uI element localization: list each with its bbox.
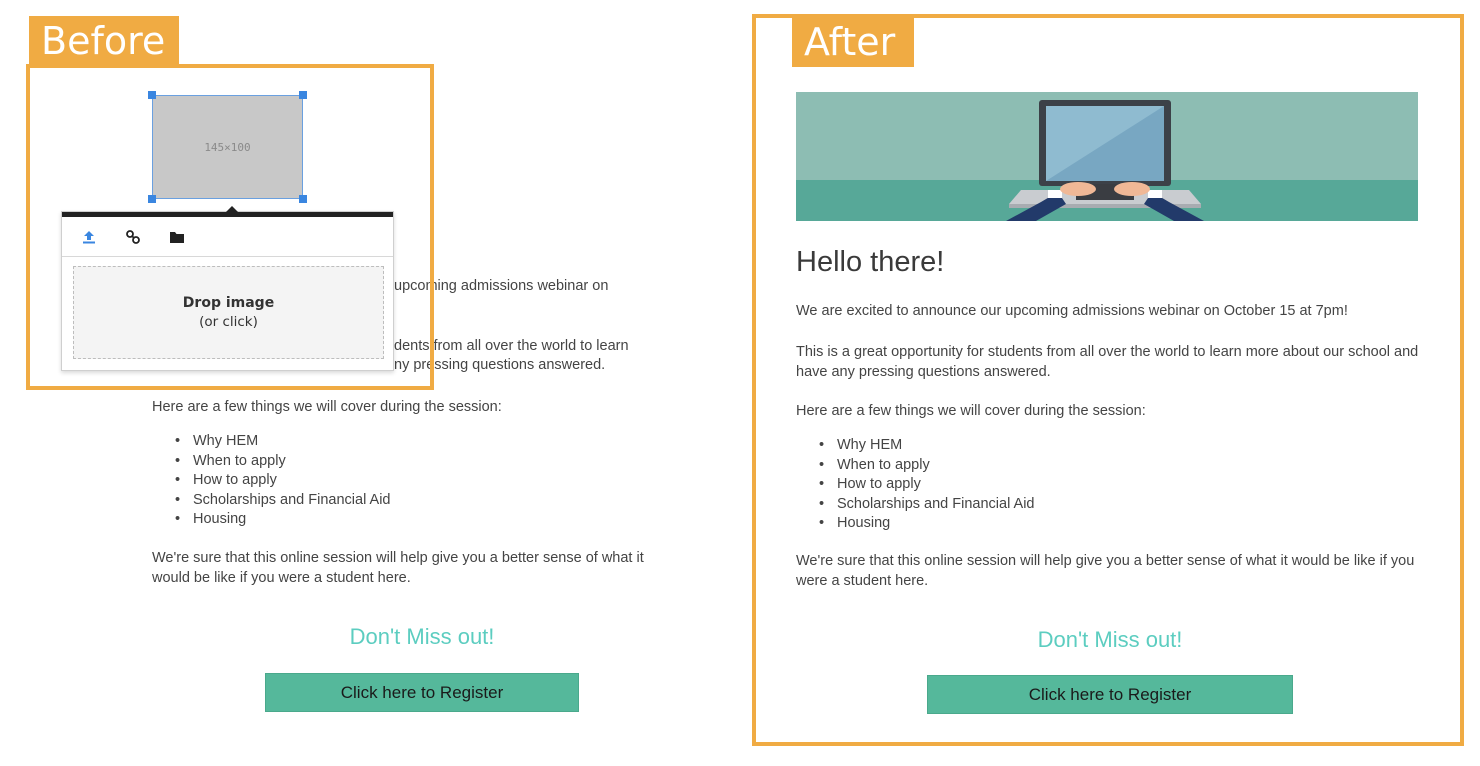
announcement-text: We are excited to announce our upcoming admissions webinar on October 15 at 7pm! (796, 303, 1348, 319)
list-item: • How to apply (796, 475, 1034, 495)
before-closing-text: We're sure that this online session will help give you a better sense of what it would be like if you were a student here. (152, 550, 644, 586)
list-item: • When to apply (152, 452, 390, 472)
closing-text: We're sure that this online session will help give you a better sense of what it would be like if you were a student here. (796, 553, 1415, 589)
before-session-intro: Here are a few things we will cover during the session: (152, 399, 502, 415)
dropzone-subtitle: (or click) (199, 314, 258, 330)
list-item: • Scholarships and Financial Aid (152, 491, 390, 511)
list-item: • Scholarships and Financial Aid (796, 495, 1034, 515)
list-item: • Housing (152, 510, 390, 530)
opportunity-text: This is a great opportunity for students from all over the world to learn more about our school and have any pressing questions answered. (796, 344, 1419, 380)
before-text-fragment-3: ny pressing questions answered. (394, 357, 606, 373)
before-topic-list (152, 432, 390, 530)
laptop-banner-image (796, 92, 1418, 221)
before-text-fragment-2: dents from all over the world to learn (394, 338, 629, 354)
before-label: Before (29, 16, 179, 66)
before-register-button[interactable]: Click here to Register (265, 673, 579, 712)
dropzone-title: Drop image (182, 295, 275, 311)
register-button[interactable]: Click here to Register (927, 675, 1293, 714)
cta-heading: Don't Miss out! (1037, 627, 1183, 652)
list-item: • How to apply (152, 471, 390, 491)
before-cta-heading: Don't Miss out! (349, 624, 495, 649)
after-label: After (792, 17, 914, 67)
greeting-heading: Hello there! (796, 246, 945, 278)
placeholder-image[interactable]: 145×100 (152, 95, 303, 199)
list-item: • Why HEM (796, 436, 1034, 456)
before-frame (26, 64, 434, 390)
list-item: • Housing (796, 514, 1034, 534)
session-intro: Here are a few things we will cover during the session: (796, 403, 1146, 419)
topic-list (796, 436, 1034, 534)
list-item: • Why HEM (152, 432, 390, 452)
before-text-fragment-1: upcoming admissions webinar on (394, 278, 609, 294)
list-item: • When to apply (796, 456, 1034, 476)
